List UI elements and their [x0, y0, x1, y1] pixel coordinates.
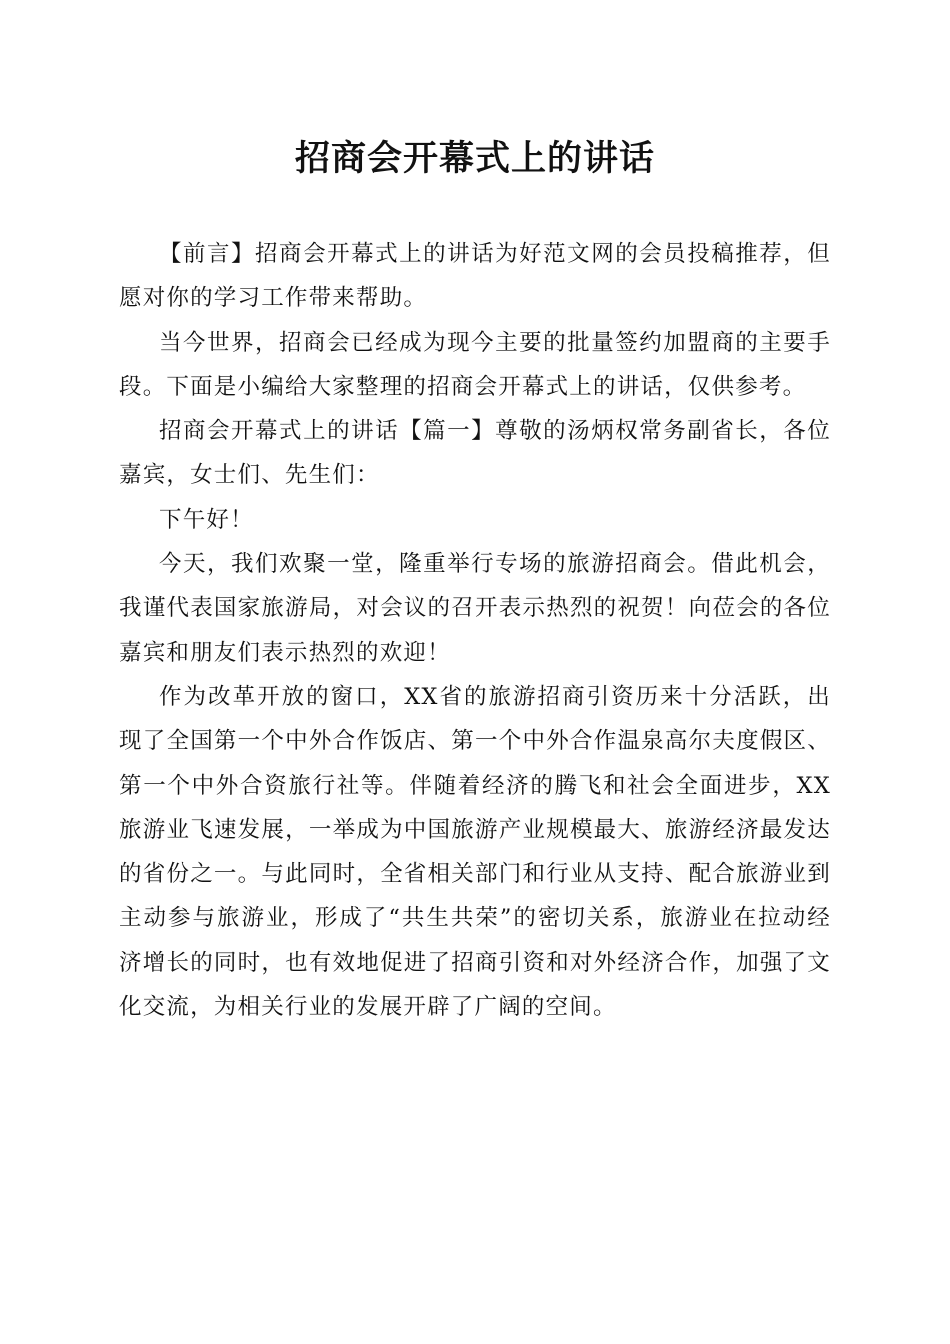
body-text	[119, 232, 831, 1029]
paragraph-greeting-address: 招商会开幕式上的讲话【篇一】尊敬的汤炳权常务副省长，各位嘉宾，女士们、先生们：	[119, 418, 831, 489]
paragraph-intro: 当今世界，招商会已经成为现今主要的批量签约加盟商的主要手段。下面是小编给大家整理的招商会开幕式上的讲话，仅供参考。	[119, 329, 831, 400]
paragraph-preface: 【前言】招商会开幕式上的讲话为好范文网的会员投稿推荐，但愿对你的学习工作带来帮助。	[119, 241, 831, 312]
paragraph-tourism-development: 作为改革开放的窗口，XX省的旅游招商引资历来十分活跃，出现了全国第一个中外合作饭店、第一个中外合作温泉高尔夫度假区、第一个中外合资旅行社等。伴随着经济的腾飞和社会全面进步，XX旅游业飞速发展，一举成为中国旅游产业规模最大、旅游经济最发达的省份之一。与此同时，全省相关部门和行业从支持、配合旅游业到主动参与旅游业，形成了“共生共荣”的密切关系，旅游业在拉动经济增长的同时，也有效地促进了招商引资和对外经济合作，加强了文化交流，为相关行业的发展开辟了广阔的空间。	[119, 683, 831, 1021]
page-title: 招商会开幕式上的讲话	[294, 138, 655, 179]
paragraph-welcome: 今天，我们欢聚一堂，隆重举行专场的旅游招商会。借此机会，我谨代表国家旅游局，对会议的召开表示热烈的祝贺！向莅会的各位嘉宾和朋友们表示热烈的欢迎！	[119, 551, 831, 666]
paragraph-good-afternoon: 下午好！	[159, 506, 254, 533]
